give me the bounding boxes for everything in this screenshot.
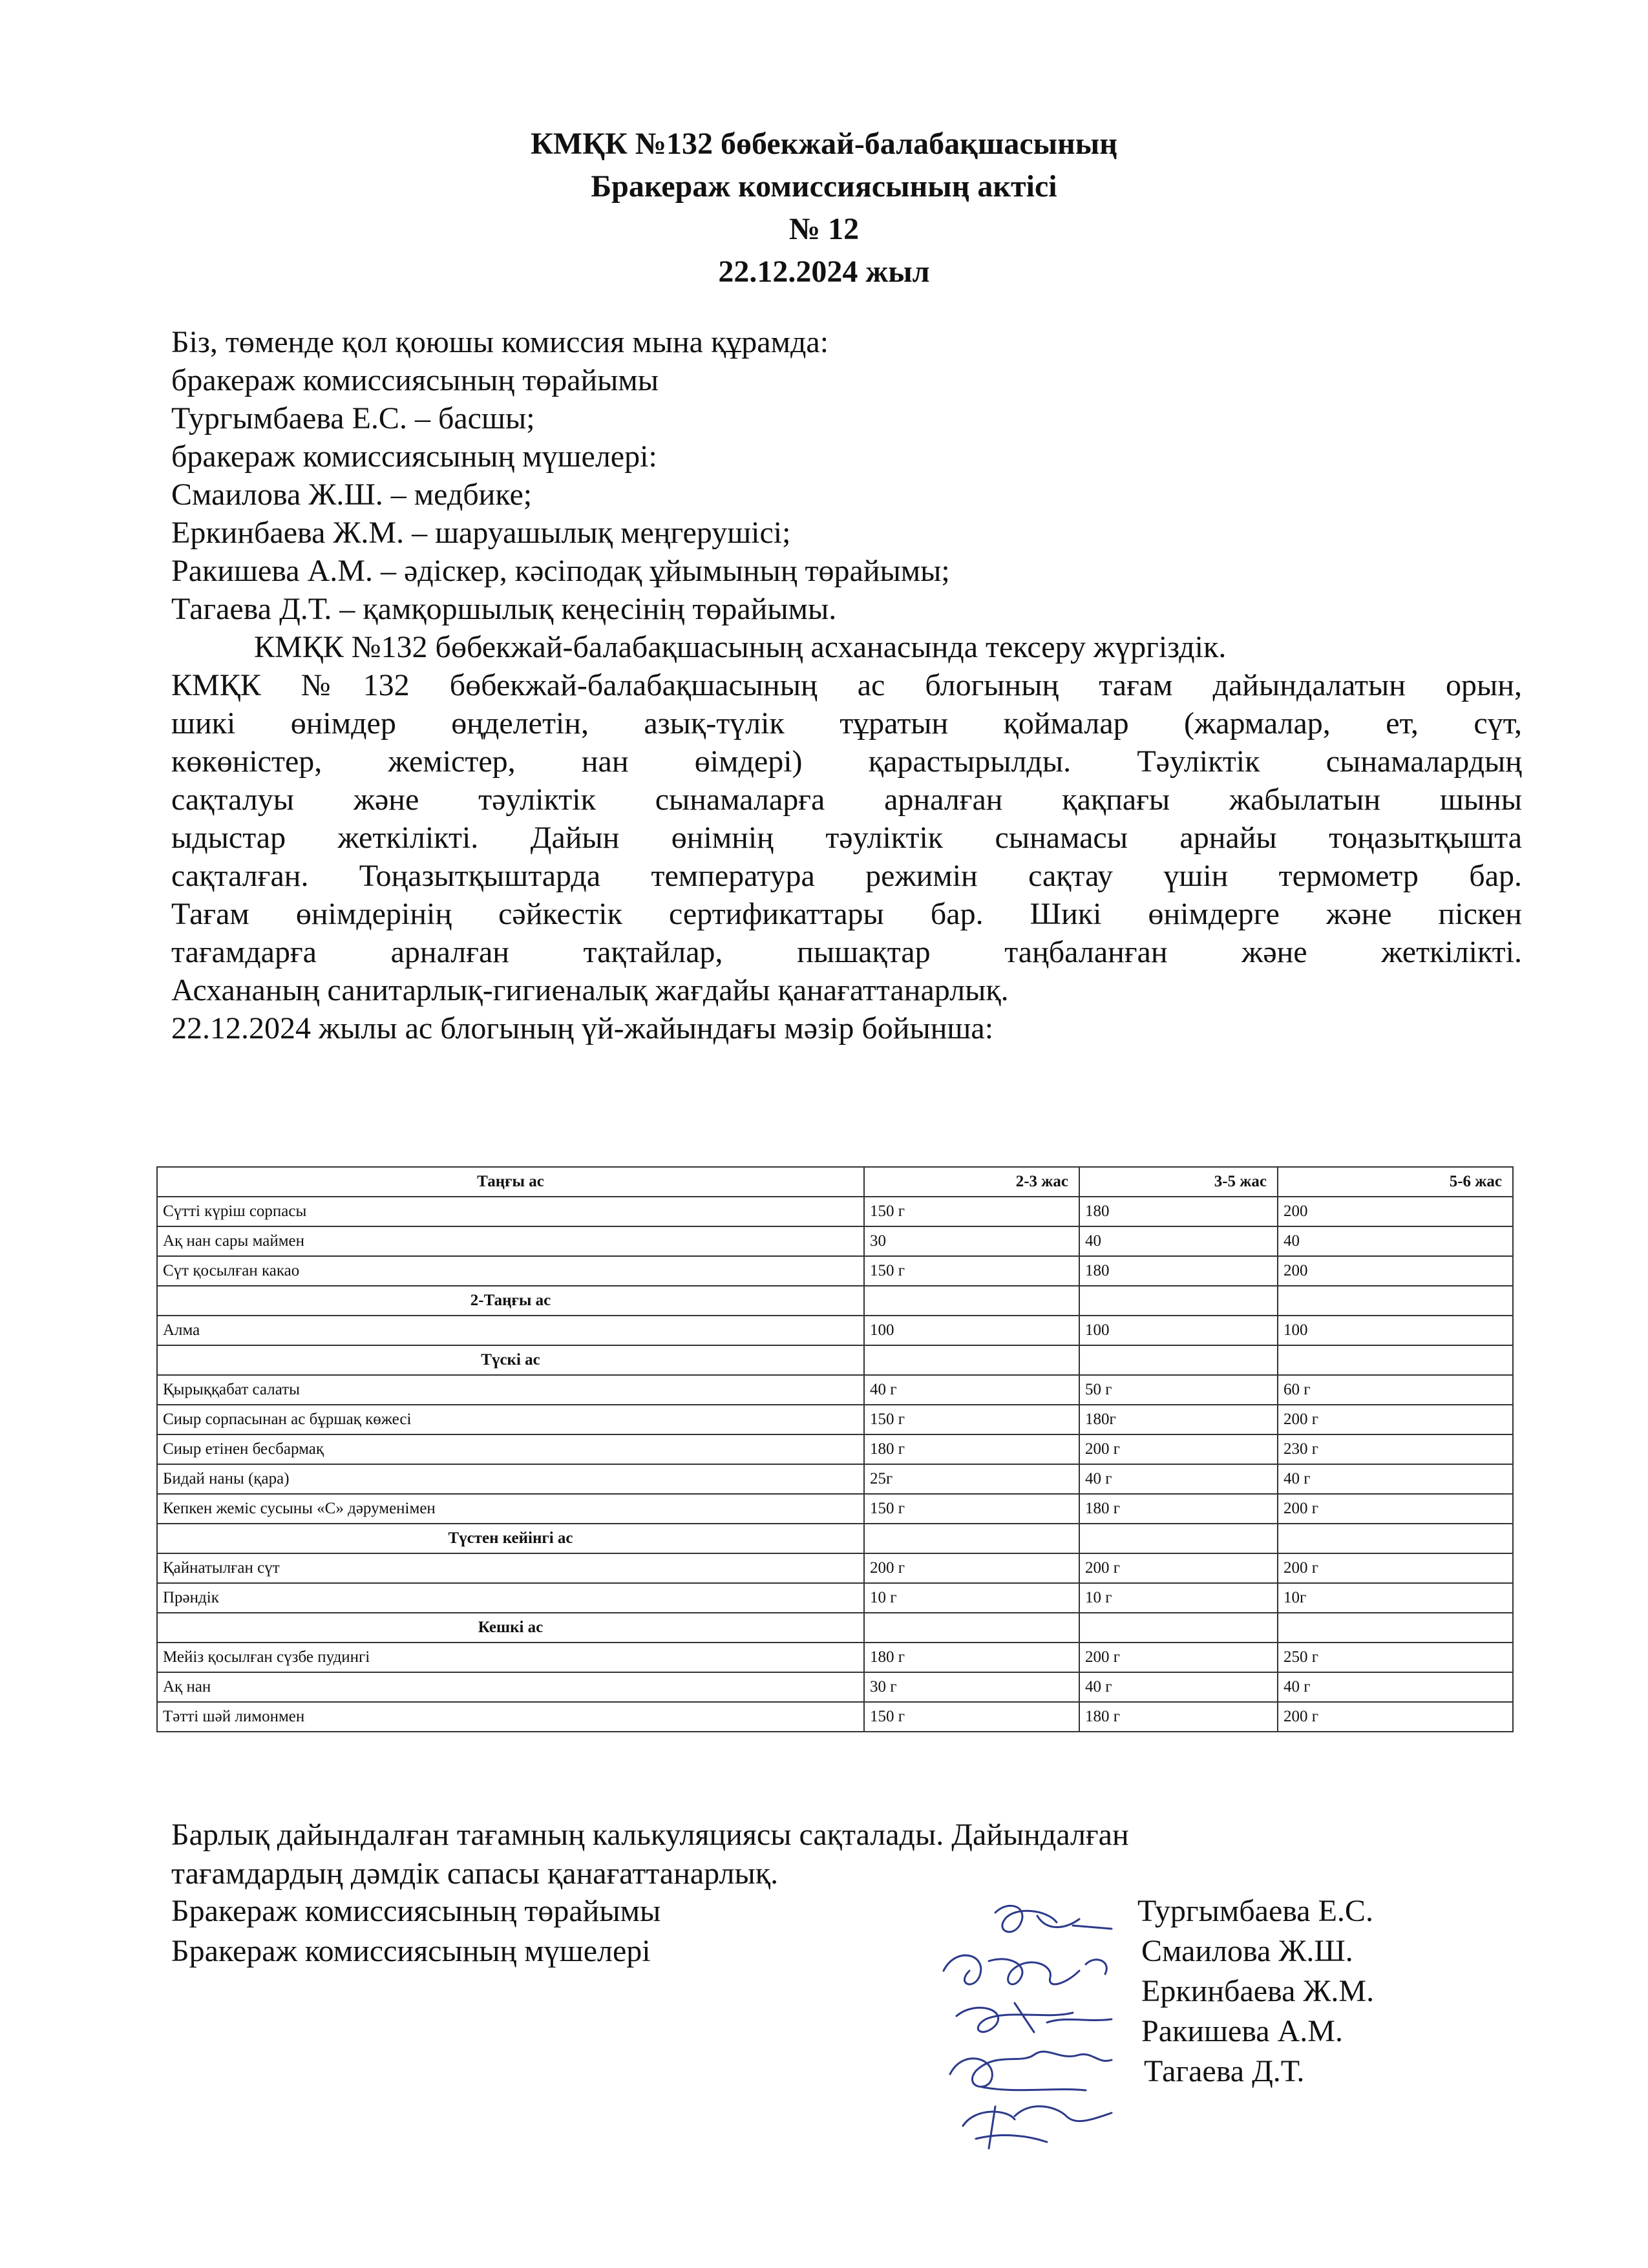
- portion-age-5-6: 40 г: [1278, 1672, 1513, 1702]
- portion-age-2-3: 150 г: [864, 1197, 1079, 1226]
- portion-age-5-6: 60 г: [1278, 1375, 1513, 1405]
- paragraph-line: сақталуы және тәуліктік сынамаларға арналған қақпағы жабылатын шыны: [171, 782, 1522, 817]
- portion-age-3-5: 200 г: [1079, 1434, 1278, 1464]
- signature-2: [944, 1955, 1106, 1984]
- portion-age-5-6: 10г: [1278, 1583, 1513, 1613]
- portion-age-2-3: 150 г: [864, 1702, 1079, 1732]
- portion-age-3-5: 180 г: [1079, 1702, 1278, 1732]
- portion-age-3-5: [1079, 1524, 1278, 1553]
- portion-age-5-6: 200: [1278, 1197, 1513, 1226]
- menu-item-row: [157, 1702, 1513, 1732]
- meal-section-title: Түстен кейінгі ас: [157, 1524, 864, 1553]
- dish-name: Тәтті шәй лимонмен: [157, 1702, 864, 1732]
- portion-age-5-6: [1278, 1524, 1513, 1553]
- menu-item-row: [157, 1434, 1513, 1464]
- portion-age-5-6: [1278, 1345, 1513, 1375]
- intro-line: Тургымбаева Е.С. – басшы;: [171, 401, 535, 436]
- portion-age-2-3: [864, 1286, 1079, 1316]
- portion-age-3-5: 10 г: [1079, 1583, 1278, 1613]
- paragraph-line: көкөністер, жемістер, нан өімдері) қарастырылды. Тәуліктік сынамалардың: [171, 744, 1522, 779]
- portion-age-5-6: 200 г: [1278, 1405, 1513, 1434]
- menu-item-row: [157, 1375, 1513, 1405]
- signature-1: [995, 1906, 1112, 1931]
- portion-age-5-6: 200 г: [1278, 1553, 1513, 1583]
- dish-name: Сиыр сорпасынан ас бұршақ көжесі: [157, 1405, 864, 1434]
- portion-age-5-6: 250 г: [1278, 1643, 1513, 1672]
- portion-age-2-3: 25г: [864, 1464, 1079, 1494]
- portion-age-3-5: 40 г: [1079, 1464, 1278, 1494]
- portion-age-3-5: 180г: [1079, 1405, 1278, 1434]
- paragraph-line: ыдыстар жеткілікті. Дайын өнімнің тәуліктік сынамасы арнайы тоңазытқышта: [171, 821, 1522, 855]
- intro-line: Ракишева А.М. – әдіскер, кәсіподақ ұйымының төрайымы;: [171, 554, 950, 588]
- portion-age-2-3: [864, 1613, 1079, 1643]
- portion-age-2-3: 10 г: [864, 1583, 1079, 1613]
- portion-age-3-5: [1079, 1345, 1278, 1375]
- dish-name: Ақ нан сары маймен: [157, 1226, 864, 1256]
- act-conclusion: [171, 1816, 1528, 1893]
- meal-section-row: [157, 1286, 1513, 1316]
- paragraph-line: КМҚК №132 бөбекжай-балабақшасының ас блогының тағам дайындалатын орын,: [171, 668, 1522, 702]
- signatures-graphic: [918, 1893, 1131, 2152]
- intro-line: Біз, төменде қол қоюшы комиссия мына құрамда:: [171, 325, 829, 359]
- signatory-name: Тургымбаева Е.С.: [1137, 1894, 1373, 1928]
- menu-item-row: [157, 1316, 1513, 1345]
- paragraph-line: сақталған. Тоңазытқыштарда температура режимін сақтау үшін термометр бар.: [171, 859, 1522, 893]
- menu-item-row: [157, 1226, 1513, 1256]
- conclusion-line: тағамдардың дәмдік сапасы қанағаттанарлық.: [171, 1856, 779, 1891]
- signature-5: [963, 2106, 1112, 2148]
- signatory-name: Смаилова Ж.Ш.: [1141, 1934, 1353, 1968]
- act-date: 22.12.2024 жыл: [718, 255, 930, 289]
- portion-age-2-3: 150 г: [864, 1494, 1079, 1524]
- dish-name: Қайнатылған сүт: [157, 1553, 864, 1583]
- signatory-name: Тагаева Д.Т.: [1144, 2054, 1305, 2088]
- portion-age-3-5: 40 г: [1079, 1672, 1278, 1702]
- portion-age-2-3: 150 г: [864, 1256, 1079, 1286]
- intro-line: бракераж комиссиясының төрайымы: [171, 363, 659, 397]
- paragraph-line: тағамдарға арналған тақтайлар, пышақтар таңбаланған және жеткілікті.: [171, 935, 1522, 969]
- signatory-name: Ракишева А.М.: [1141, 2014, 1343, 2048]
- menu-item-row: [157, 1197, 1513, 1226]
- portion-age-2-3: 100: [864, 1316, 1079, 1345]
- meal-section-row: [157, 1345, 1513, 1375]
- members-label: Бракераж комиссиясының мүшелері: [171, 1934, 651, 1968]
- column-header-meal: Таңғы ас: [157, 1167, 864, 1197]
- portion-age-5-6: 40: [1278, 1226, 1513, 1256]
- intro-line: Смаилова Ж.Ш. – медбике;: [171, 478, 533, 512]
- dish-name: Бидай наны (қара): [157, 1464, 864, 1494]
- document-header: [0, 123, 1648, 293]
- menu-table: [156, 1166, 1514, 1732]
- signatory-name: Еркинбаева Ж.М.: [1141, 1974, 1375, 2008]
- portion-age-3-5: 40: [1079, 1226, 1278, 1256]
- menu-header-row: [157, 1167, 1513, 1197]
- institution-title: КМҚК №132 бөбекжай-балабақшасының: [531, 127, 1117, 161]
- dish-name: Алма: [157, 1316, 864, 1345]
- portion-age-5-6: [1278, 1613, 1513, 1643]
- portion-age-3-5: 200 г: [1079, 1643, 1278, 1672]
- portion-age-2-3: 30 г: [864, 1672, 1079, 1702]
- menu-item-row: [157, 1256, 1513, 1286]
- portion-age-3-5: 200 г: [1079, 1553, 1278, 1583]
- menu-item-row: [157, 1464, 1513, 1494]
- meal-section-title: 2-Таңғы ас: [157, 1286, 864, 1316]
- portion-age-5-6: 200: [1278, 1256, 1513, 1286]
- portion-age-2-3: 200 г: [864, 1553, 1079, 1583]
- act-title: Бракераж комиссиясының актісі: [591, 169, 1057, 204]
- menu-table-body: [157, 1197, 1513, 1732]
- dish-name: Кепкен жеміс сусыны «С» дәруменімен: [157, 1494, 864, 1524]
- portion-age-5-6: 100: [1278, 1316, 1513, 1345]
- dish-name: Қырыққабат салаты: [157, 1375, 864, 1405]
- portion-age-3-5: 180 г: [1079, 1494, 1278, 1524]
- meal-section-title: Кешкі ас: [157, 1613, 864, 1643]
- paragraph-line: шикі өнімдер өңделетін, азық-түлік тұратын қоймалар (жармалар, ет, сүт,: [171, 706, 1522, 740]
- act-body: [171, 323, 1522, 1047]
- paragraph-last-line: Асхананың санитарлық-гигиеналық жағдайы қанағаттанарлық.: [171, 973, 1009, 1007]
- column-header-age-5-6: 5-6 жас: [1278, 1167, 1513, 1197]
- dish-name: Прәндік: [157, 1583, 864, 1613]
- chair-label: Бракераж комиссиясының төрайымы: [171, 1894, 661, 1928]
- menu-intro-line: 22.12.2024 жылы ас блогының үй-жайындағы мәзір бойынша:: [171, 1011, 994, 1045]
- portion-age-5-6: 230 г: [1278, 1434, 1513, 1464]
- portion-age-3-5: 100: [1079, 1316, 1278, 1345]
- dish-name: Сүт қосылған какао: [157, 1256, 864, 1286]
- portion-age-2-3: 40 г: [864, 1375, 1079, 1405]
- portion-age-2-3: 180 г: [864, 1643, 1079, 1672]
- portion-age-5-6: 200 г: [1278, 1702, 1513, 1732]
- portion-age-2-3: 150 г: [864, 1405, 1079, 1434]
- meal-section-row: [157, 1524, 1513, 1553]
- portion-age-3-5: 180: [1079, 1256, 1278, 1286]
- column-header-age-2-3: 2-3 жас: [864, 1167, 1079, 1197]
- paragraph-line: Тағам өнімдерінің сәйкестік сертификаттары бар. Шикі өнімдерге және піскен: [171, 897, 1522, 931]
- intro-line: Еркинбаева Ж.М. – шаруашылық меңгерушісі;: [171, 516, 791, 550]
- dish-name: Ақ нан: [157, 1672, 864, 1702]
- signature-4: [950, 2052, 1112, 2090]
- portion-age-3-5: 50 г: [1079, 1375, 1278, 1405]
- inspection-paragraph: [171, 666, 1522, 971]
- portion-age-2-3: [864, 1524, 1079, 1553]
- meal-section-row: [157, 1613, 1513, 1643]
- menu-item-row: [157, 1672, 1513, 1702]
- meal-section-title: Түскі ас: [157, 1345, 864, 1375]
- signature-3: [956, 2003, 1112, 2032]
- menu-item-row: [157, 1643, 1513, 1672]
- portion-age-2-3: [864, 1345, 1079, 1375]
- menu-item-row: [157, 1553, 1513, 1583]
- portion-age-3-5: [1079, 1613, 1278, 1643]
- conclusion-line: Барлық дайындалған тағамның калькуляциясы сақталады. Дайындалған: [171, 1818, 1129, 1852]
- dish-name: Сүтті күріш сорпасы: [157, 1197, 864, 1226]
- portion-age-2-3: 180 г: [864, 1434, 1079, 1464]
- portion-age-5-6: [1278, 1286, 1513, 1316]
- dish-name: Мейіз қосылған сүзбе пудингі: [157, 1643, 864, 1672]
- menu-item-row: [157, 1583, 1513, 1613]
- menu-item-row: [157, 1494, 1513, 1524]
- portion-age-5-6: 200 г: [1278, 1494, 1513, 1524]
- dish-name: Сиыр етінен бесбармақ: [157, 1434, 864, 1464]
- portion-age-2-3: 30: [864, 1226, 1079, 1256]
- intro-line: бракераж комиссиясының мүшелері:: [171, 439, 657, 474]
- portion-age-5-6: 40 г: [1278, 1464, 1513, 1494]
- menu-item-row: [157, 1405, 1513, 1434]
- portion-age-3-5: 180: [1079, 1197, 1278, 1226]
- intro-line: Тагаева Д.Т. – қамқоршылық кеңесінің төрайымы.: [171, 592, 837, 626]
- act-number: № 12: [788, 212, 860, 246]
- portion-age-3-5: [1079, 1286, 1278, 1316]
- inspection-line: КМҚК №132 бөбекжай-балабақшасының асханасында тексеру жүргіздік.: [254, 630, 1227, 664]
- column-header-age-3-5: 3-5 жас: [1079, 1167, 1278, 1197]
